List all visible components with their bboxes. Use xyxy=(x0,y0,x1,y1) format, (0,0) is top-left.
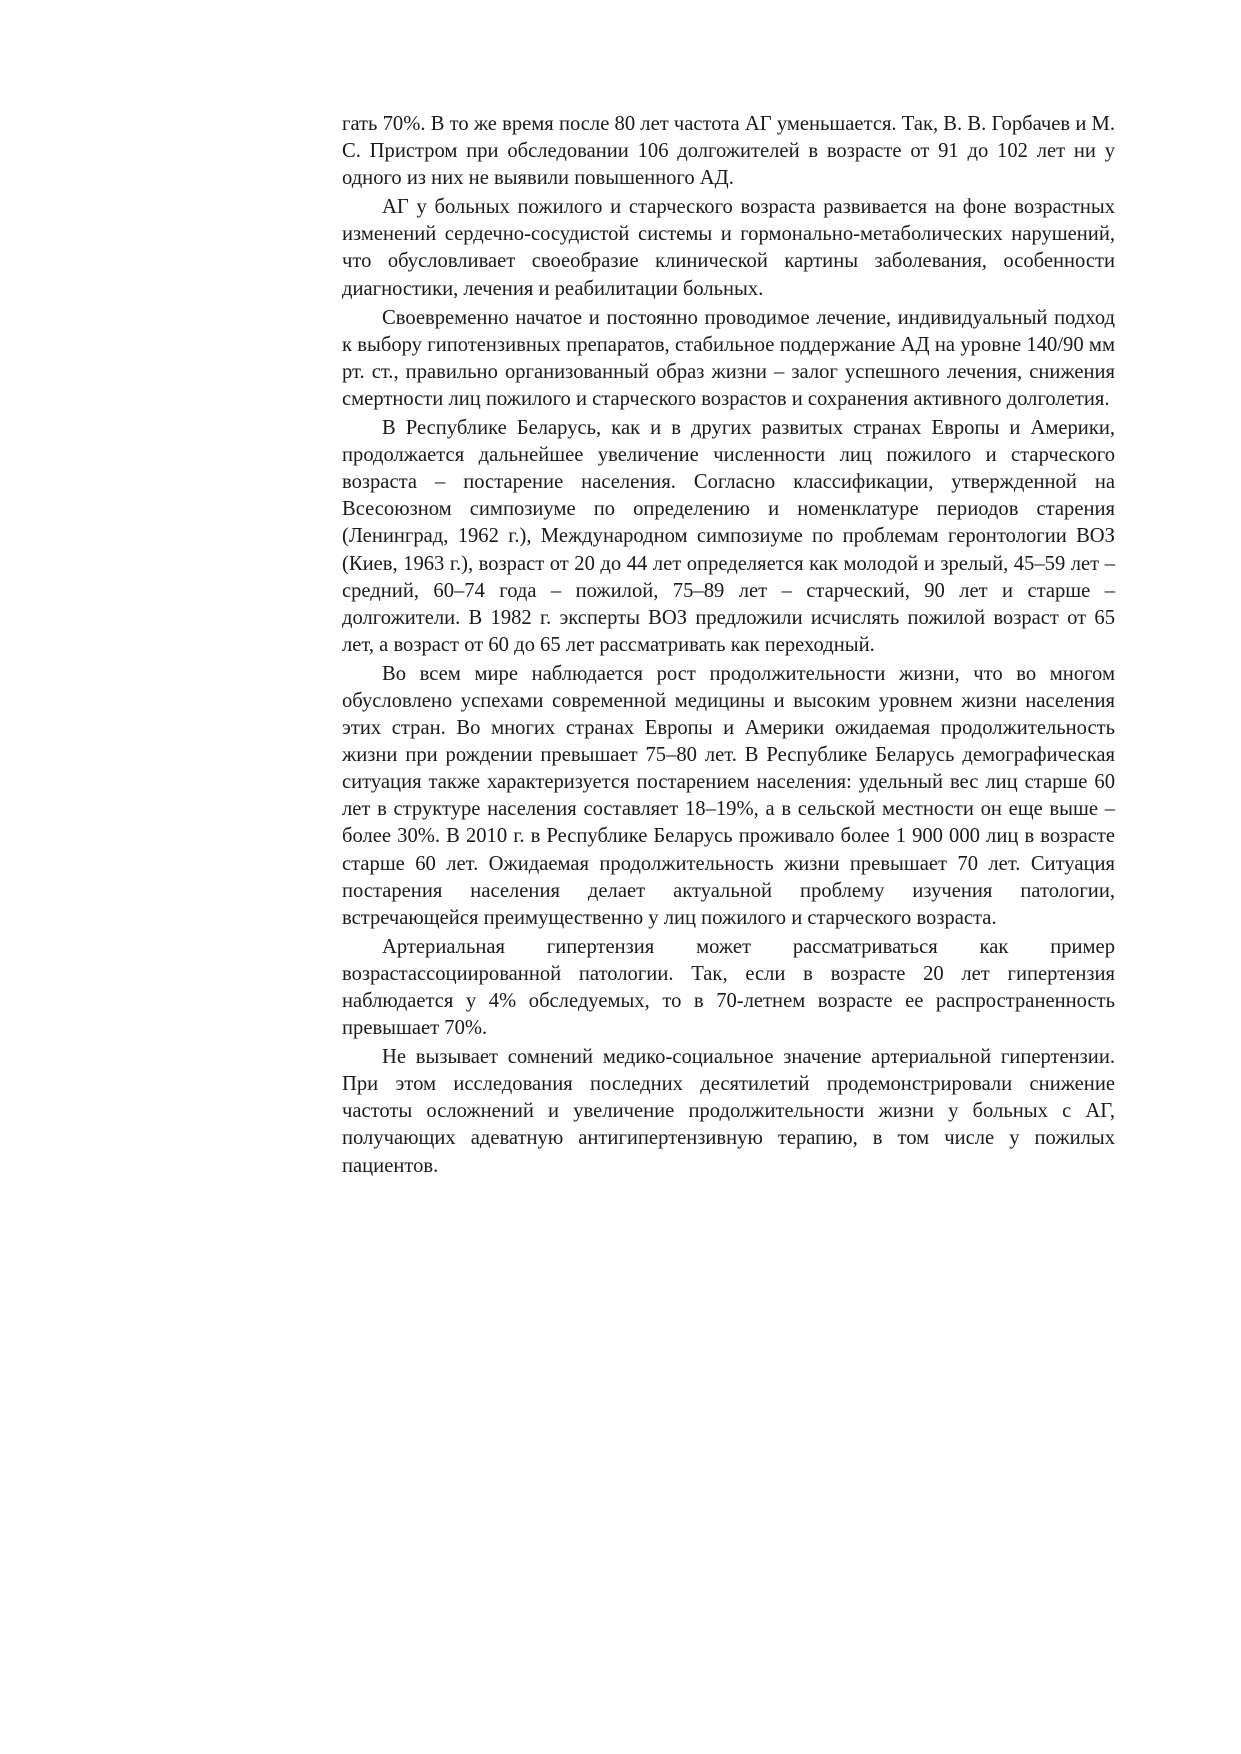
paragraph-1: гать 70%. В то же время после 80 лет частота АГ уменьшается. Так, В. В. Горбачев и М. С. Пристром при обследовании 106 долгожителей в возрасте от 91 до 102 лет ни у одного из них не выявили повышенного АД. xyxy=(342,113,1115,190)
document-body xyxy=(342,111,1115,1180)
paragraph-6: Артериальная гипертензия может рассматриваться как пример возрастассоциированной патологии. Так, если в возрасте 20 лет гипертензия наблюдается у 4% обследуемых, то в 70-летнем возрасте ее распространенность превышает 70%. xyxy=(342,935,1115,1040)
paragraph-4: В Республике Беларусь, как и в других развитых странах Европы и Америки, продолжается дальнейшее увеличение численности лиц пожилого и старческого возраста – постарение населения. Согласно классификации, утвержденной на Всесоюзном симпозиуме по определению и номенклатуре периодов старения (Ленинград, 1962 г.), Международном симпозиуме по проблемам геронтологии ВОЗ (Киев, 1963 г.), возраст от 20 до 44 лет определяется как молодой и зрелый, 45–59 лет – средний, 60–74 года – пожилой, 75–89 лет – старческий, 90 лет и старше – долгожители. В 1982 г. эксперты ВОЗ предложили исчислять пожилой возраст от 65 лет, а возраст от 60 до 65 лет рассматривать как переходный. xyxy=(342,417,1115,656)
paragraph-5: Во всем мире наблюдается рост продолжительности жизни, что во многом обусловлено успехами современной медицины и высоким уровнем жизни населения этих стран. Во многих странах Европы и Америки ожидаемая продолжительность жизни при рождении превышает 75–80 лет. В Республике Беларусь демографическая ситуация также характеризуется постарением населения: удельный вес лиц старше 60 лет в структуре населения составляет 18–19%, а в сельской местности он еще выше – более 30%. В 2010 г. в Республике Беларусь проживало более 1 900 000 лиц в возрасте старше 60 лет. Ожидаемая продолжительность жизни превышает 70 лет. Ситуация постарения населения делает актуальной проблему изучения патологии, встречающейся преимущественно у лиц пожилого и старческого возраста. xyxy=(342,662,1115,929)
paragraph-2: АГ у больных пожилого и старческого возраста развивается на фоне возрастных изменений сердечно-сосудистой системы и гормонально-метаболических нарушений, что обусловливает своеобразие клинической картины заболевания, особенности диагностики, лечения и реабилитации больных. xyxy=(342,196,1115,300)
paragraph-3: Своевременно начатое и постоянно проводимое лечение, индивидуальный подход к выбору гипотензивных препаратов, стабильное поддержание АД на уровне 140/90 мм рт. ст., правильно организованный образ жизни – залог успешного лечения, снижения смертности лиц пожилого и старческого возрастов и сохранения активного долголетия. xyxy=(342,306,1115,410)
paragraph-7: Не вызывает сомнений медико-социальное значение артериальной гипертензии. При этом исследования последних десятилетий продемонстрировали снижение частоты осложнений и увеличение продолжительности жизни у больных с АГ, получающих адеватную антигипертензивную терапию, в том числе у пожилых пациентов. xyxy=(342,1046,1115,1177)
